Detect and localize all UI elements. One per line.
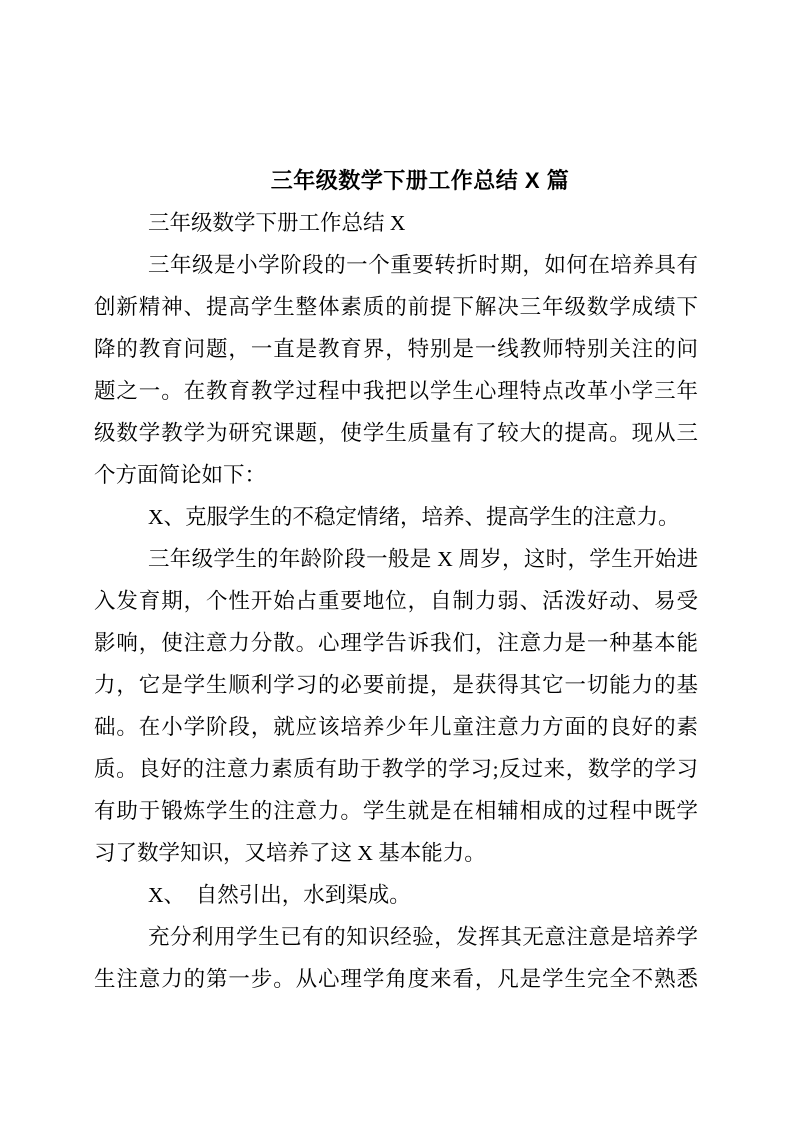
text-line: 质。良好的注意力素质有助于教学的学习;反过来，数学的学习 [94, 757, 698, 781]
text-line: 题之一。在教育教学过程中我把以学生心理特点改革小学三年 [94, 379, 698, 403]
text-line: 充分利用学生已有的知识经验，发挥其无意注意是培养学 [148, 925, 698, 949]
text-line: 创新精神、提高学生整体素质的前提下解决三年级数学成绩下 [94, 295, 698, 319]
text-line: 影响，使注意力分散。心理学告诉我们，注意力是一种基本能 [94, 631, 698, 655]
text-line: 三年级是小学阶段的一个重要转折时期，如何在培养具有 [148, 253, 698, 277]
text-line: 三年级学生的年龄阶段一般是 X 周岁，这时，学生开始进 [148, 547, 698, 571]
text-line: 个方面简论如下： [94, 463, 267, 487]
paragraph [94, 202, 698, 244]
text-line: 有助于锻炼学生的注意力。学生就是在相辅相成的过程中既学 [94, 799, 698, 823]
text-line: 入发育期，个性开始占重要地位，自制力弱、活泼好动、易受 [94, 589, 698, 613]
document-title: 三年级数学下册工作总结 X 篇 [270, 168, 570, 193]
text-line: X、克服学生的不稳定情绪，培养、提高学生的注意力。 [148, 505, 680, 529]
text-line: 础。在小学阶段，就应该培养少年儿童注意力方面的良好的素 [94, 715, 698, 739]
paragraph [94, 538, 698, 874]
text-line: X、 自然引出，水到渠成。 [148, 883, 411, 907]
text-line: 生注意力的第一步。从心理学角度来看，凡是学生完全不熟悉 [94, 967, 698, 991]
text-line: 级数学教学为研究课题，使学生质量有了较大的提高。现从三 [94, 421, 698, 445]
text-line: 降的教育问题，一直是教育界，特别是一线教师特别关注的问 [94, 337, 698, 361]
text-line: 三年级数学下册工作总结 X [148, 211, 406, 235]
paragraphs [94, 202, 698, 1000]
page-content [94, 160, 698, 1000]
paragraph [94, 496, 698, 538]
paragraph [94, 244, 698, 496]
paragraph [94, 916, 698, 1000]
text-line: 力，它是学生顺利学习的必要前提，是获得其它一切能力的基 [94, 673, 698, 697]
paragraph [94, 874, 698, 916]
text-line: 习了数学知识，又培养了这 X 基本能力。 [94, 841, 486, 865]
